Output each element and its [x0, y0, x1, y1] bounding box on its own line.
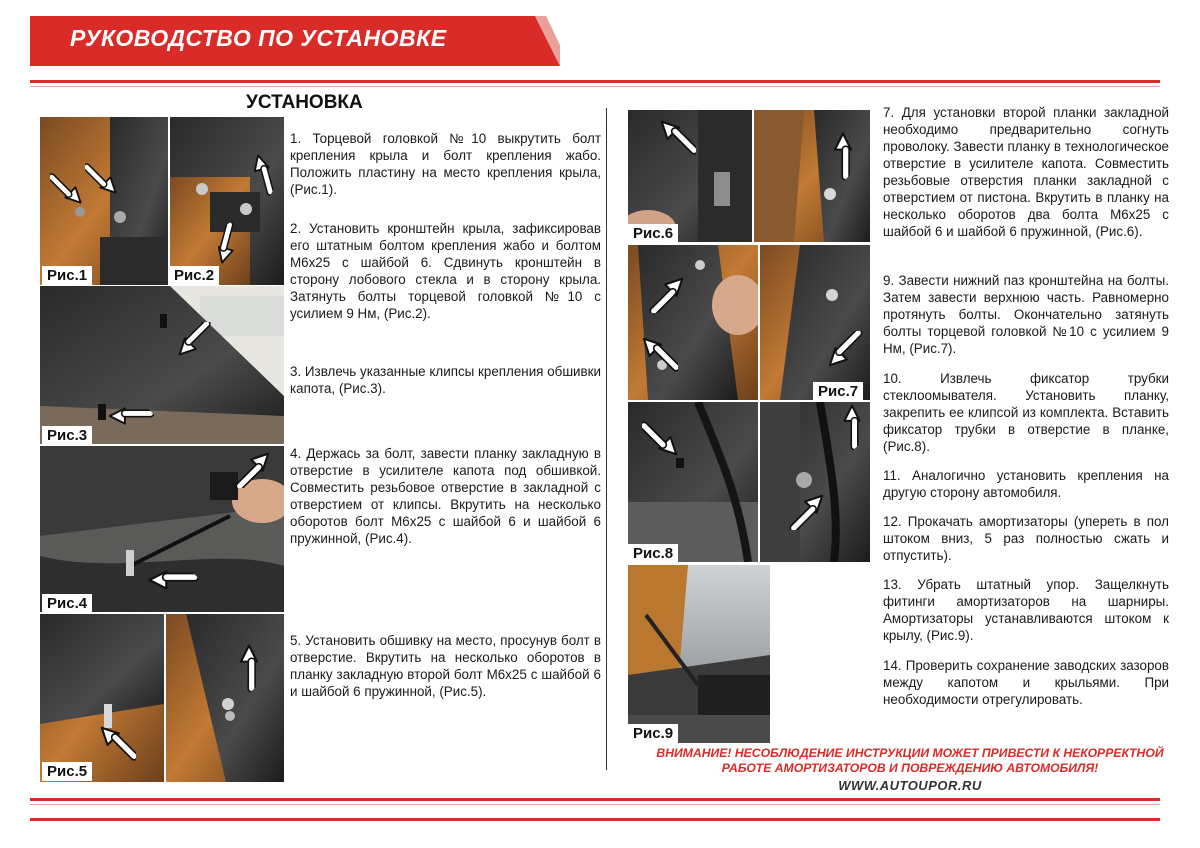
step-9-text: 9. Завести нижний паз кронштейна на болты. Затем завести верхнюю часть. Равномерно протянуть болты. Окончательно затянуть болты торцевой головкой №10 с усилием 9 Нм, (Рис.7). [883, 273, 1169, 356]
figure-7-photo [628, 245, 758, 400]
figure-3-caption: Рис.3 [42, 426, 92, 445]
section-title: УСТАНОВКА [246, 92, 363, 113]
figure-5b-photo [166, 614, 284, 782]
figure-1-caption: Рис.1 [42, 266, 92, 285]
figure-2-photo [170, 117, 284, 285]
warning-line-2: РАБОТЕ АМОРТИЗАТОРОВ И ПОВРЕЖДЕНИЮ АВТОМОБИЛЯ! [721, 761, 1099, 775]
figure-9-photo [628, 565, 770, 743]
warning-notice [625, 746, 1195, 776]
figure-6b-photo [754, 110, 870, 242]
header-rule-thin [30, 86, 1160, 87]
step-7-text: 7. Для установки второй планки закладной необходимо предварительно согнуть проволоку. Завести планку в технологическое отверстие в усилителе капота. Совместить резьбовые отверстия планки закладной с отверстием от пистона. Вкрутить в планку на несколько оборотов два болта М6х25 с шайбой 6 и шайбой 6 пружинной, (Рис.6). [883, 105, 1169, 239]
step-12-text: 12. Прокачать амортизаторы (упереть в пол штоком вниз, 5 раз полностью сжать и отпустить). [883, 514, 1169, 563]
page-title: РУКОВОДСТВО ПО УСТАНОВКЕ [70, 25, 447, 51]
step-3-text: 3. Извлечь указанные клипсы крепления обшивки капота, (Рис.3). [290, 364, 601, 396]
step-2-text: 2. Установить кронштейн крыла, зафиксировав его штатным болтом крепления жабо и болтом М6х25 с шайбой 6. Сдвинуть кронштейн в сторону лобового стекла и в сторону крыла. Затянуть болты торцевой головкой №10 с усилием 9 Нм, (Рис.2). [290, 221, 601, 321]
footer-rule-thin [30, 804, 1160, 805]
footer-bar [30, 818, 1160, 821]
column-divider [606, 108, 607, 770]
header-rule [30, 80, 1160, 83]
step-14-text: 14. Проверить сохранение заводских зазоров между капотом и крыльями. При необходимости отрегулировать. [883, 658, 1169, 707]
figure-8-caption: Рис.8 [628, 544, 678, 563]
figure-8-photo [628, 402, 758, 562]
warning-line-1: ВНИМАНИЕ! НЕСОБЛЮДЕНИЕ ИНСТРУКЦИИ МОЖЕТ ПРИВЕСТИ К НЕКОРРЕКТНОЙ [656, 746, 1164, 760]
step-13-text: 13. Убрать штатный упор. Защелкнуть фитинги амортизаторов на шарниры. Амортизаторы устанавливаются штоком к крылу, (Рис.9). [883, 577, 1169, 643]
figure-2-caption: Рис.2 [169, 266, 219, 285]
figure-6-caption: Рис.6 [628, 224, 678, 243]
figure-4-photo [40, 446, 284, 612]
step-11-text: 11. Аналогично установить крепления на другую сторону автомобиля. [883, 468, 1169, 500]
step-4-text: 4. Держась за болт, завести планку закладную в отверстие в усилителе капота под обшивкой. Совместить резьбовое отверстие в закладной с отверстием от клипсы. Вкрутить на несколько оборотов болт М6х25 с шайбой 6 и шайбой 6 пружинной, (Рис.4). [290, 446, 601, 546]
figure-4-caption: Рис.4 [42, 594, 92, 613]
figure-7-caption: Рис.7 [813, 382, 863, 401]
figure-3-photo [40, 286, 284, 444]
figure-5-caption: Рис.5 [42, 762, 92, 781]
website-link[interactable]: WWW.AUTOUPOR.RU [838, 778, 982, 793]
figure-7b-photo [760, 245, 870, 400]
footer-rule [30, 798, 1160, 801]
step-10-text: 10. Извлечь фиксатор трубки стеклоомывателя. Установить планку, закрепить ее клипсой из комплекта. Вставить фиксатор трубки в отверстие в планке, (Рис.8). [883, 371, 1169, 454]
figure-9-caption: Рис.9 [628, 724, 678, 743]
step-5-text: 5. Установить обшивку на место, просунув болт в отверстие. Вкрутить на несколько оборотов в планку закладную второй болт М6х25 с шайбой 6 и шайбой 6 пружинной, (Рис.5). [290, 633, 601, 699]
figure-8b-photo [760, 402, 870, 562]
figure-5-photo [40, 614, 164, 782]
figure-1-photo [40, 117, 168, 285]
step-1-text: 1. Торцевой головкой №10 выкрутить болт крепления крыла и болт крепления жабо. Положить пластину на место крепления крыла, (Рис.1). [290, 131, 601, 197]
figure-6-photo [628, 110, 752, 242]
